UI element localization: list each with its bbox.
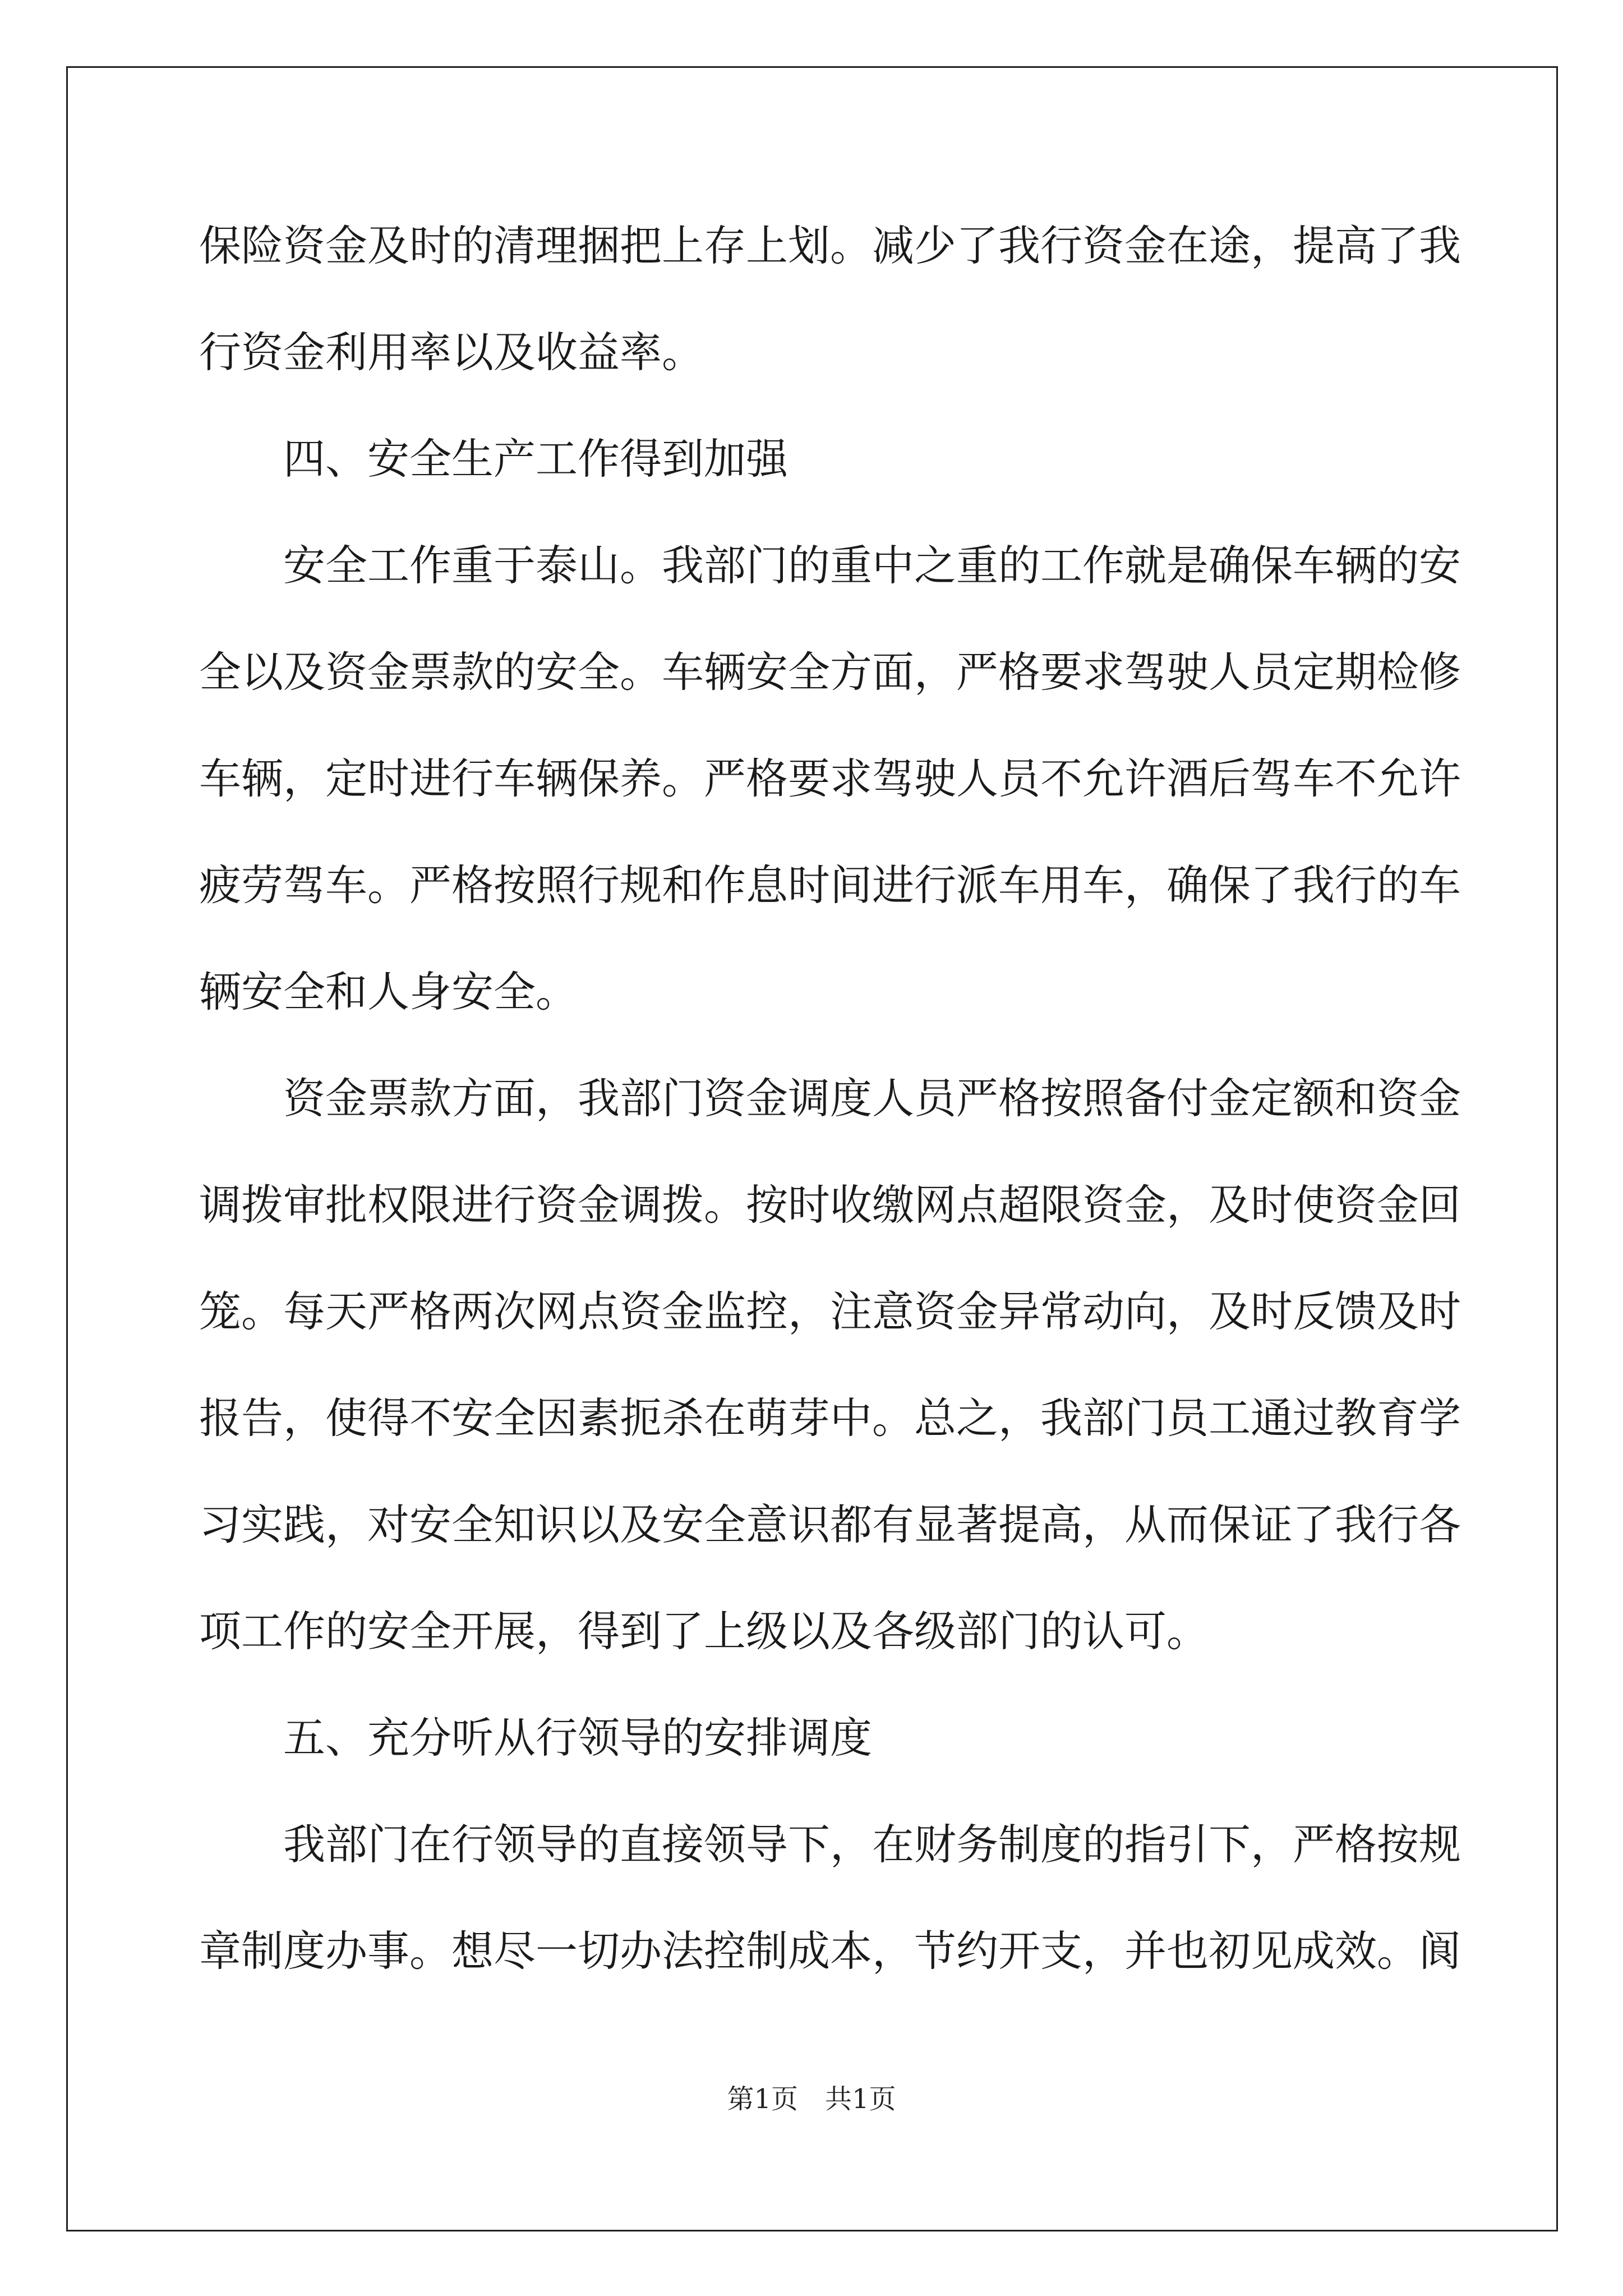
text-line: 行资金利用率以及收益率。	[199, 328, 704, 377]
text-line: 我部门在行领导的直接领导下，在财务制度的指引下，严格按规	[283, 1820, 1461, 1869]
text-line: 保险资金及时的清理捆把上存上划。减少了我行资金在途，提高了我	[199, 221, 1461, 270]
text-line: 调拨审批权限进行资金调拨。按时收缴网点超限资金，及时使资金回	[199, 1180, 1461, 1230]
text-line: 疲劳驾车。严格按照行规和作息时间进行派车用车，确保了我行的车	[199, 861, 1461, 910]
text-line: 辆安全和人身安全。	[199, 967, 578, 1016]
text-line: 车辆，定时进行车辆保养。严格要求驾驶人员不允许酒后驾车不允许	[199, 754, 1461, 803]
text-line: 安全工作重于泰山。我部门的重中之重的工作就是确保车辆的安	[283, 541, 1461, 590]
text-line: 资金票款方面，我部门资金调度人员严格按照备付金定额和资金	[283, 1074, 1461, 1123]
section-heading: 五、充分听从行领导的安排调度	[283, 1713, 873, 1763]
text-line: 全以及资金票款的安全。车辆安全方面，严格要求驾驶人员定期检修	[199, 647, 1461, 697]
text-line: 习实践，对安全知识以及安全意识都有显著提高，从而保证了我行各	[199, 1500, 1461, 1549]
text-line: 项工作的安全开展，得到了上级以及各级部门的认可。	[199, 1607, 1209, 1656]
section-heading: 四、安全生产工作得到加强	[283, 434, 789, 484]
text-line: 报告，使得不安全因素扼杀在萌芽中。总之，我部门员工通过教育学	[199, 1393, 1461, 1443]
page-border	[66, 66, 1558, 2231]
text-line: 章制度办事。想尽一切办法控制成本，节约开支，并也初见成效。阆	[199, 1926, 1461, 1976]
text-line: 笼。每天严格两次网点资金监控，注意资金异常动向，及时反馈及时	[199, 1287, 1461, 1336]
page-number: 第1页 共1页	[727, 2083, 896, 2115]
